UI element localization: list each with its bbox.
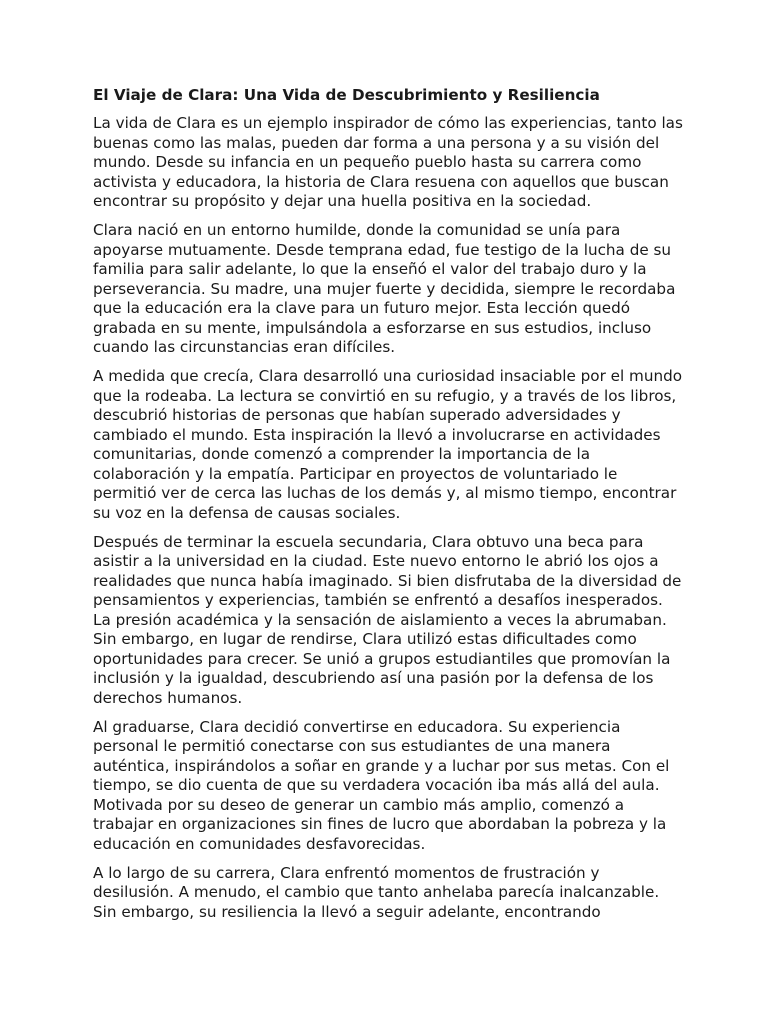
document-page	[93, 84, 683, 932]
paragraph: A lo largo de su carrera, Clara enfrentó momentos de frustración y desilusión. A menudo, el cambio que tanto anhelaba parecía inalcanzable. Sin embargo, su resiliencia la llevó a seguir adelante, encontrando	[93, 863, 660, 921]
paragraph: Clara nació en un entorno humilde, donde la comunidad se unía para apoyarse mutuamente. Desde temprana edad, fue testigo de la lucha de su familia para salir adelante, lo que la enseñó el valor del trabajo duro y la perseverancia. Su madre, una mujer fuerte y decidida, siempre le recordaba que la educación era la clave para un futuro mejor. Esta lección quedó grabada en su mente, impulsándola a esforzarse en sus estudios, incluso cuando las circunstancias eran difíciles.	[93, 221, 676, 356]
paragraph: La vida de Clara es un ejemplo inspirador de cómo las experiencias, tanto las buenas como las malas, pueden dar forma a una persona y a su visión del mundo. Desde su infancia en un pequeño pueblo hasta su carrera como activista y educadora, la historia de Clara resuena con aquellos que buscan encontrar su propósito y dejar una huella positiva en la sociedad.	[93, 114, 683, 210]
paragraph: Después de terminar la escuela secundaria, Clara obtuvo una beca para asistir a la universidad en la ciudad. Este nuevo entorno le abrió los ojos a realidades que nunca había imaginado. Si bien disfrutaba de la diversidad de pensamientos y experiencias, también se enfrentó a desafíos inesperados. La presión académica y la sensación de aislamiento a veces la abrumaban. Sin embargo, en lugar de rendirse, Clara utilizó estas dificultades como oportunidades para crecer. Se unió a grupos estudiantiles que promovían la inclusión y la igualdad, descubriendo así una pasión por la defensa de los derechos humanos.	[93, 532, 682, 707]
paragraph: A medida que crecía, Clara desarrolló una curiosidad insaciable por el mundo que la rodeaba. La lectura se convirtió en su refugio, y a través de los libros, descubrió historias de personas que habían superado adversidades y cambiado el mundo. Esta inspiración la llevó a involucrarse en actividades comunitarias, donde comenzó a comprender la importancia de la colaboración y la empatía. Participar en proyectos de voluntariado le permitió ver de cerca las luchas de los demás y, al mismo tiempo, encontrar su voz en la defensa de causas sociales.	[93, 367, 683, 522]
page-title: El Viaje de Clara: Una Vida de Descubrimiento y Resiliencia	[93, 86, 600, 104]
paragraph: Al graduarse, Clara decidió convertirse en educadora. Su experiencia personal le permitió conectarse con sus estudiantes de una manera auténtica, inspirándolos a soñar en grande y a luchar por sus metas. Con el tiempo, se dio cuenta de que su verdadera vocación iba más allá del aula. Motivada por su deseo de generar un cambio más amplio, comenzó a trabajar en organizaciones sin fines de lucro que abordaban la pobreza y la educación en comunidades desfavorecidas.	[93, 717, 670, 853]
